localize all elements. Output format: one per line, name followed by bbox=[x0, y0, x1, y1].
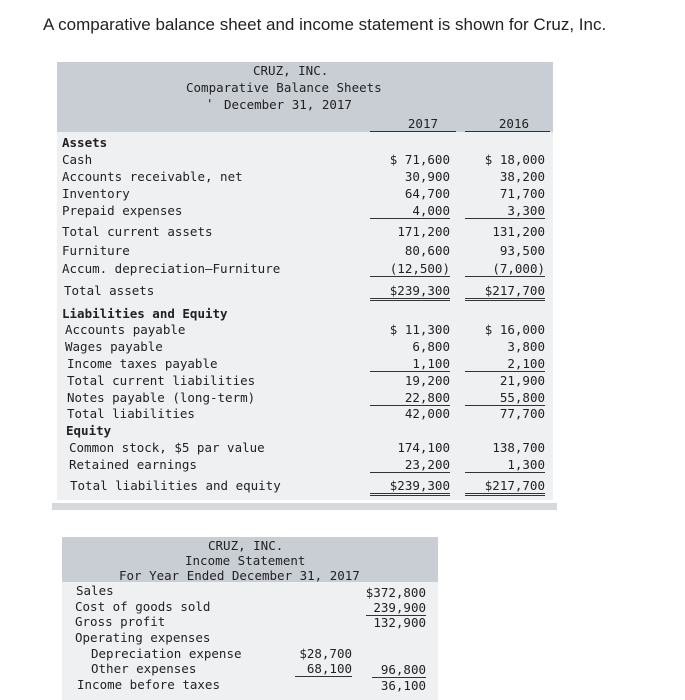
bs-row-value-2017: 1,100 bbox=[370, 356, 450, 372]
bs-row-value-2016: $ 18,000 bbox=[484, 152, 545, 167]
bs-row-label: Wages payable bbox=[65, 339, 163, 354]
is-ibt-label: Income before taxes bbox=[77, 677, 220, 692]
is-other-value: 68,100 bbox=[295, 661, 352, 677]
intro-text: A comparative balance sheet and income statement is shown for Cruz, Inc. bbox=[43, 15, 607, 34]
bs-row-value-2016: 131,200 bbox=[492, 224, 545, 239]
bs-row-label: Total assets bbox=[64, 283, 155, 298]
bs-row-value-2016: $217,700 bbox=[465, 478, 545, 496]
bs-row-label: Total current liabilities bbox=[67, 373, 256, 388]
bs-row-label: Inventory bbox=[62, 186, 130, 201]
bs-row-value-2016: 38,200 bbox=[499, 169, 545, 184]
bs-row-value-2017: $ 71,600 bbox=[389, 152, 450, 167]
is-ibt-value: 36,100 bbox=[380, 678, 426, 693]
bs-row-value-2017: 171,200 bbox=[397, 224, 450, 239]
bs-equity-heading: Equity bbox=[66, 423, 112, 438]
bs-row-label: Cash bbox=[62, 152, 93, 167]
balance-sheet-divider bbox=[52, 503, 557, 510]
bs-row-label: Accounts receivable, net bbox=[62, 169, 243, 184]
bs-row-label: Retained earnings bbox=[69, 457, 197, 472]
bs-row-value-2016: 3,300 bbox=[465, 203, 545, 219]
bs-row-value-2017: 174,100 bbox=[397, 440, 450, 455]
bs-row-value-2016: 93,500 bbox=[499, 243, 545, 258]
bs-row-value-2016: $217,700 bbox=[465, 283, 545, 301]
bs-row-value-2016: $ 16,000 bbox=[484, 322, 545, 337]
bs-row-value-2016: 71,700 bbox=[499, 186, 545, 201]
is-other-label: Other expenses bbox=[91, 661, 197, 676]
bs-col-2017: 2017 bbox=[370, 116, 456, 132]
bs-row-value-2017: (12,500) bbox=[370, 261, 450, 277]
is-sales-label: Sales bbox=[76, 583, 114, 598]
bs-col-2016: 2016 bbox=[465, 116, 550, 132]
bs-row-label: Income taxes payable bbox=[67, 356, 218, 371]
bs-row-value-2017: 64,700 bbox=[404, 186, 450, 201]
is-sales-value: $372,800 bbox=[365, 585, 426, 600]
bs-row-label: Accounts payable bbox=[65, 322, 186, 337]
bs-row-value-2017: 80,600 bbox=[404, 243, 450, 258]
bs-row-value-2017: 30,900 bbox=[404, 169, 450, 184]
is-opex-total: 96,800 bbox=[372, 662, 426, 678]
bs-mark: ' bbox=[206, 96, 214, 111]
bs-row-value-2017: $239,300 bbox=[370, 478, 450, 496]
bs-row-value-2016: 1,300 bbox=[465, 457, 545, 473]
is-cogs-value: 239,900 bbox=[366, 600, 426, 616]
bs-row-label: Notes payable (long-term) bbox=[67, 390, 256, 405]
bs-row-value-2017: 19,200 bbox=[404, 373, 450, 388]
is-gp-label: Gross profit bbox=[75, 614, 166, 629]
bs-row-label: Accum. depreciation—Furniture bbox=[62, 261, 281, 276]
bs-row-value-2017: $ 11,300 bbox=[389, 322, 450, 337]
bs-row-label: Total current assets bbox=[62, 224, 213, 239]
is-dep-label: Depreciation expense bbox=[91, 646, 242, 661]
bs-row-value-2016: (7,000) bbox=[465, 261, 545, 277]
bs-row-value-2016: 77,700 bbox=[499, 406, 545, 421]
bs-row-label: Total liabilities and equity bbox=[70, 478, 281, 493]
bs-row-value-2017: $239,300 bbox=[370, 283, 450, 301]
bs-row-value-2016: 21,900 bbox=[499, 373, 545, 388]
bs-row-value-2017: 22,800 bbox=[370, 390, 450, 406]
is-company: CRUZ, INC. bbox=[208, 538, 284, 553]
is-cogs-label: Cost of goods sold bbox=[75, 599, 211, 614]
bs-company: CRUZ, INC. bbox=[253, 63, 329, 78]
bs-row-label: Common stock, $5 par value bbox=[69, 440, 265, 455]
bs-row-label: Total liabilities bbox=[67, 406, 195, 421]
bs-row-value-2016: 2,100 bbox=[465, 356, 545, 372]
bs-row-value-2017: 42,000 bbox=[404, 406, 450, 421]
bs-title: Comparative Balance Sheets bbox=[186, 80, 382, 95]
bs-row-label: Furniture bbox=[62, 243, 130, 258]
is-title: Income Statement bbox=[185, 553, 306, 568]
is-period: For Year Ended December 31, 2017 bbox=[119, 568, 360, 583]
is-dep-value: $28,700 bbox=[299, 646, 352, 661]
bs-date: December 31, 2017 bbox=[224, 97, 352, 112]
is-gp-value: 132,900 bbox=[373, 615, 426, 630]
bs-row-value-2016: 3,800 bbox=[507, 339, 545, 354]
bs-row-label: Prepaid expenses bbox=[62, 203, 183, 218]
bs-row-value-2017: 6,800 bbox=[412, 339, 450, 354]
is-opex-label: Operating expenses bbox=[75, 630, 211, 645]
bs-liab-heading: Liabilities and Equity bbox=[62, 306, 228, 321]
bs-assets-heading: Assets bbox=[62, 135, 108, 150]
bs-row-value-2017: 4,000 bbox=[370, 203, 450, 219]
bs-row-value-2016: 55,800 bbox=[465, 390, 545, 406]
bs-row-value-2016: 138,700 bbox=[492, 440, 545, 455]
bs-row-value-2017: 23,200 bbox=[370, 457, 450, 473]
